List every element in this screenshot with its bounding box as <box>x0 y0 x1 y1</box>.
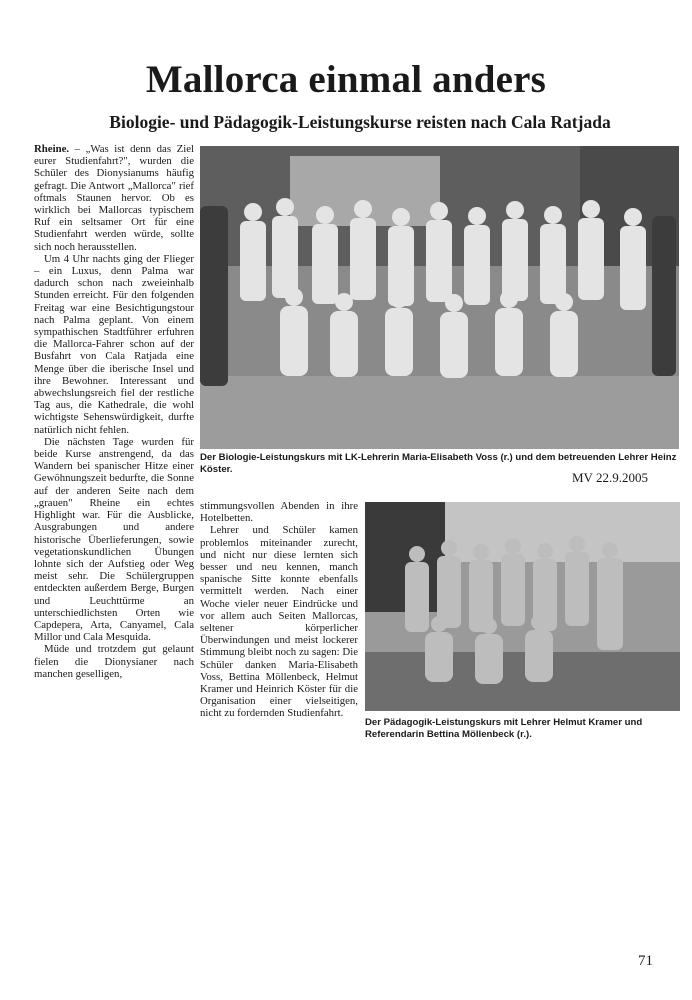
article-paragraph: Um 4 Uhr nachts ging der Flieger – ein Luxus, denn Palma war dadurch schon nach zweieinhalb Stunden erreicht. Für den folgenden Freitag war eine Besichtigungstour nach Palma geplant. Von einem sympathischen Stadtführer erfuhren die Mallorca-Fahrer schon auf der Busfahrt von Cala Ratjada eine Menge über die iberische Insel und ihre Bewohner. Interessant und abwechslungsreich fiel der restliche Tag aus, die Kathedrale, die wohl wichtigste Sehenswürdigkeit, durfte natürlich nicht fehlen. <box>34 252 194 436</box>
photo1-caption: Der Biologie-Leistungskurs mit LK-Lehrerin Maria-Elisabeth Voss (r.) und dem betreuenden Lehrer Heinz Köster. <box>200 452 677 475</box>
article-column-1 <box>34 143 194 680</box>
biology-group-photo <box>200 146 679 449</box>
article-paragraph: Die nächsten Tage wurden für beide Kurse anstrengend, da das Wandern bei spanischer Hitze einer Gewöhnungszeit bedurfte, die Sonne auf der anderen Seite nach dem „grauen" Rheine ein echtes Highlight war. Für die Ausblicke, Ausgrabungen und andere historische Überlieferungen, sowie vegetationskundlichen Übungen lohnte sich der Aufstieg oder Weg meist sehr. Die Schülergruppen entdeckten außerdem Berge, Burgen und Leuchttürme an unterschiedlichsten Orten wie Capdepera, Arta, Canyamel, Cala Millor und Cala Mesquida. <box>34 435 194 644</box>
page-number: 71 <box>638 953 653 969</box>
source-date: MV 22.9.2005 <box>572 470 648 485</box>
headline: Mallorca einmal anders <box>145 58 547 101</box>
article-paragraph: Lehrer und Schüler kamen problemlos miteinander zurecht, und nicht nur diese lernten sich besser und neu kennen, manch spanische Sitte konnte ebenfalls vermittelt werden. Nach einer Woche vieler neuer Eindrücke und vor allem auch Seiten Mallorcas, seltener körperlicher Überwindungen und meist lockerer Stimmung bleibt noch zu sagen: Die Schüler danken Maria-Elisabeth Voss, Bettina Möllenbeck, Helmut Kramer und Heinrich Köster für die Organisation einer vielseitigen, nicht zu fordernden Studienfahrt. <box>200 524 358 720</box>
article-paragraph <box>34 143 194 253</box>
article-paragraph: Müde und trotzdem gut gelaunt fielen die Dionysianer nach manchen geselligen, <box>34 643 194 680</box>
subheadline: Biologie- und Pädagogik-Leistungskurse reisten nach Cala Ratjada <box>109 112 611 132</box>
article-column-2 <box>200 500 358 720</box>
dateline: Rheine. <box>34 143 70 155</box>
pedagogy-group-photo <box>365 502 680 711</box>
paragraph-text: – „Was ist denn das Ziel eurer Studienfahrt?", wurden die Schüler des Dionysianums häufig gefragt. Die Antwort „Mallorca" rief oftmals Staunen hervor. Ob es wirklich bei Mallorcas typischem Ruf ein seltsamer Ort für eine Studienfahrt werden würde, sollte sich noch herausstellen. <box>34 143 194 253</box>
article-paragraph: stimmungsvollen Abenden in ihre Hotelbetten. <box>200 500 358 525</box>
photo2-caption: Der Pädagogik-Leistungskurs mit Lehrer Helmut Kramer und Referendarin Bettina Möllenbeck (r.). <box>365 717 643 740</box>
